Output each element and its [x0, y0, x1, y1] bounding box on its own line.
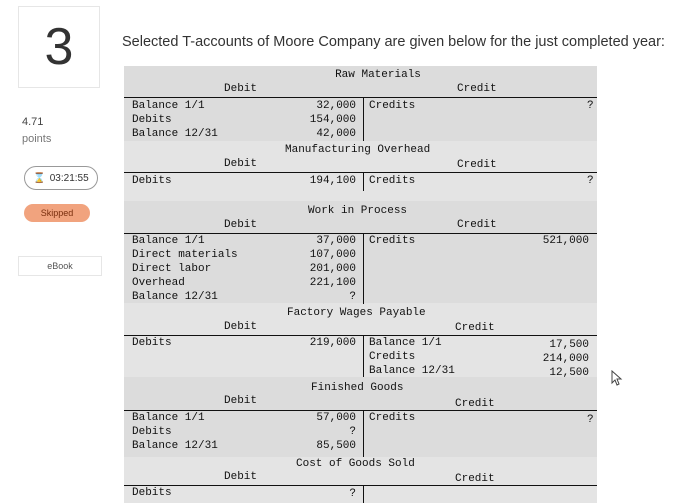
cost-of-goods-sold-debit-header: Debit	[224, 471, 258, 483]
cost-of-goods-sold-labels: Debits	[132, 487, 172, 499]
points-value: 4.71	[22, 116, 44, 128]
finished-goods-title: Finished Goods	[311, 382, 404, 394]
finished-goods-credit-value: ?	[587, 414, 594, 426]
factory-wages-payable-debit-header: Debit	[224, 321, 258, 333]
work-in-process-credit-value: 521,000	[542, 235, 589, 247]
cost-of-goods-sold-title: Cost of Goods Sold	[296, 458, 415, 470]
manufacturing-overhead-debits: 194,100	[309, 175, 356, 187]
finished-goods-credit-header: Credit	[455, 398, 495, 410]
points-label: points	[22, 133, 52, 145]
factory-wages-payable-labels: Debits	[132, 337, 172, 349]
finished-goods-labels: Balance 1/1 Debits Balance 12/31	[132, 412, 218, 452]
ebook-button[interactable]: eBook	[18, 256, 102, 276]
hourglass-icon: ⌛	[33, 172, 46, 184]
factory-wages-payable-debits: 219,000	[309, 337, 356, 349]
question-sidebar	[0, 0, 110, 503]
factory-wages-payable-title: Factory Wages Payable	[287, 307, 426, 319]
finished-goods-debit-header: Debit	[224, 395, 258, 407]
manufacturing-overhead-credit-header: Credit	[457, 159, 497, 171]
factory-wages-payable-credit-header: Credit	[455, 322, 495, 334]
raw-materials-debit-header: Debit	[224, 83, 258, 95]
mouse-cursor-icon	[610, 370, 624, 391]
raw-materials-title: Raw Materials	[335, 69, 421, 81]
manufacturing-overhead-credit-value: ?	[587, 175, 594, 187]
t-accounts-image	[124, 66, 597, 503]
finished-goods-credit-label: Credits	[369, 412, 416, 424]
manufacturing-overhead-credit-label: Credits	[369, 175, 416, 187]
work-in-process-labels: Balance 1/1 Direct materials Direct labor Overhead Balance 12/31	[132, 235, 238, 303]
timer-value: 03:21:55	[49, 172, 89, 184]
timer-badge	[24, 166, 98, 190]
raw-materials-credit-value: ?	[587, 100, 594, 112]
factory-wages-payable-credit-values: 17,500 214,000 12,500	[542, 339, 589, 379]
raw-materials-labels: Balance 1/1 Debits Balance 12/31	[132, 100, 218, 140]
cost-of-goods-sold-debits: ?	[349, 488, 356, 500]
work-in-process-debits: 37,000 107,000 201,000 221,100 ?	[309, 235, 356, 303]
work-in-process-credit-label: Credits	[369, 235, 416, 247]
raw-materials-credit-label: Credits	[369, 100, 416, 112]
work-in-process-title: Work in Process	[308, 205, 408, 217]
skipped-badge: Skipped	[24, 204, 90, 222]
factory-wages-payable-credit-labels: Balance 1/1 Credits Balance 12/31	[369, 337, 455, 377]
question-prompt: Selected T-accounts of Moore Company are given below for the just completed year:	[122, 34, 665, 50]
finished-goods-debits: 57,000 ? 85,500	[316, 412, 356, 452]
manufacturing-overhead-debit-header: Debit	[224, 158, 258, 170]
raw-materials-debits: 32,000 154,000 42,000	[309, 100, 356, 140]
work-in-process-credit-header: Credit	[457, 219, 497, 231]
raw-materials-credit-header: Credit	[457, 83, 497, 95]
manufacturing-overhead-title: Manufacturing Overhead	[285, 144, 431, 156]
work-in-process-debit-header: Debit	[224, 219, 258, 231]
question-number: 3	[18, 6, 100, 88]
cost-of-goods-sold-credit-header: Credit	[455, 473, 495, 485]
manufacturing-overhead-labels: Debits	[132, 175, 172, 187]
